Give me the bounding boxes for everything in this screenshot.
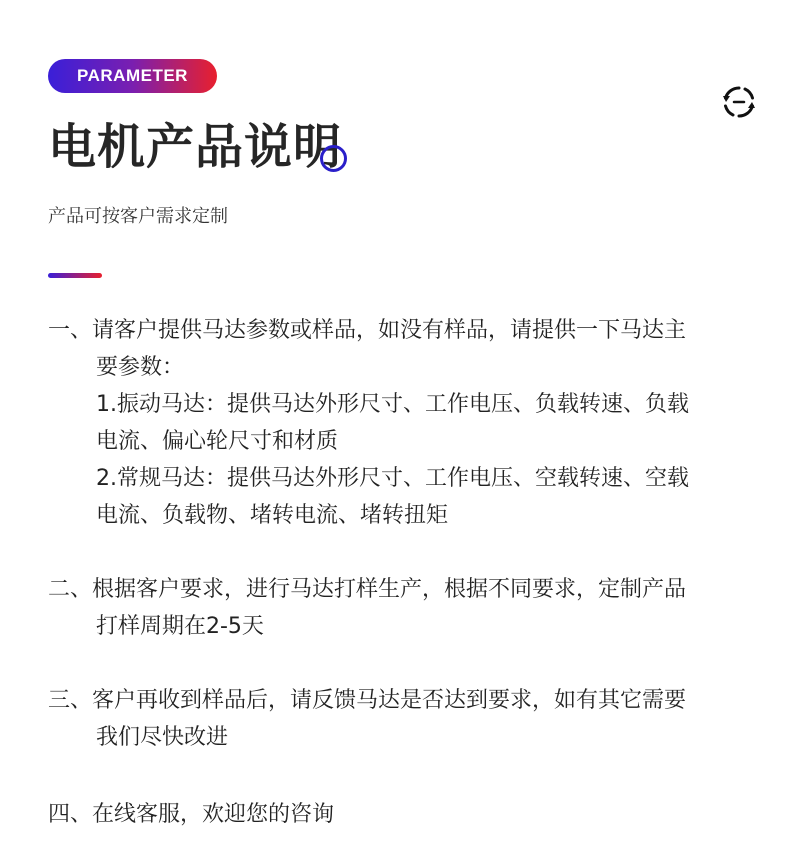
instruction-line: 二、根据客户要求，进行马达打样生产，根据不同要求，定制产品 — [48, 577, 687, 602]
parameter-badge: PARAMETER — [48, 59, 217, 93]
instruction-line: 三、客户再收到样品后，请反馈马达是否达到要求，如有其它需要 — [48, 688, 687, 713]
accent-divider — [48, 273, 102, 278]
instruction-line: 电流、负载物、堵转电流、堵转扭矩 — [96, 503, 449, 528]
instruction-line: 1.振动马达：提供马达外形尺寸、工作电压、负载转速、负载 — [96, 392, 689, 417]
ring-decoration — [320, 145, 347, 172]
instruction-item-1 — [48, 312, 748, 534]
instruction-item-3 — [48, 682, 748, 756]
instruction-line: 我们尽快改进 — [96, 725, 229, 750]
instruction-line: 打样周期在2-5天 — [96, 614, 264, 639]
page-title: 电机产品说明 — [48, 119, 343, 175]
instruction-item-2 — [48, 571, 748, 645]
instruction-line: 四、在线客服，欢迎您的咨询 — [48, 802, 335, 827]
instruction-line: 要参数： — [96, 355, 185, 380]
instruction-line: 一、请客户提供马达参数或样品，如没有样品，请提供一下马达主 — [48, 318, 687, 343]
refresh-icon[interactable] — [721, 84, 757, 120]
page-subtitle: 产品可按客户需求定制 — [48, 206, 228, 227]
instruction-item-4 — [48, 796, 748, 833]
instruction-line: 电流、偏心轮尺寸和材质 — [96, 429, 339, 454]
instruction-line: 2.常规马达：提供马达外形尺寸、工作电压、空载转速、空载 — [96, 466, 689, 491]
